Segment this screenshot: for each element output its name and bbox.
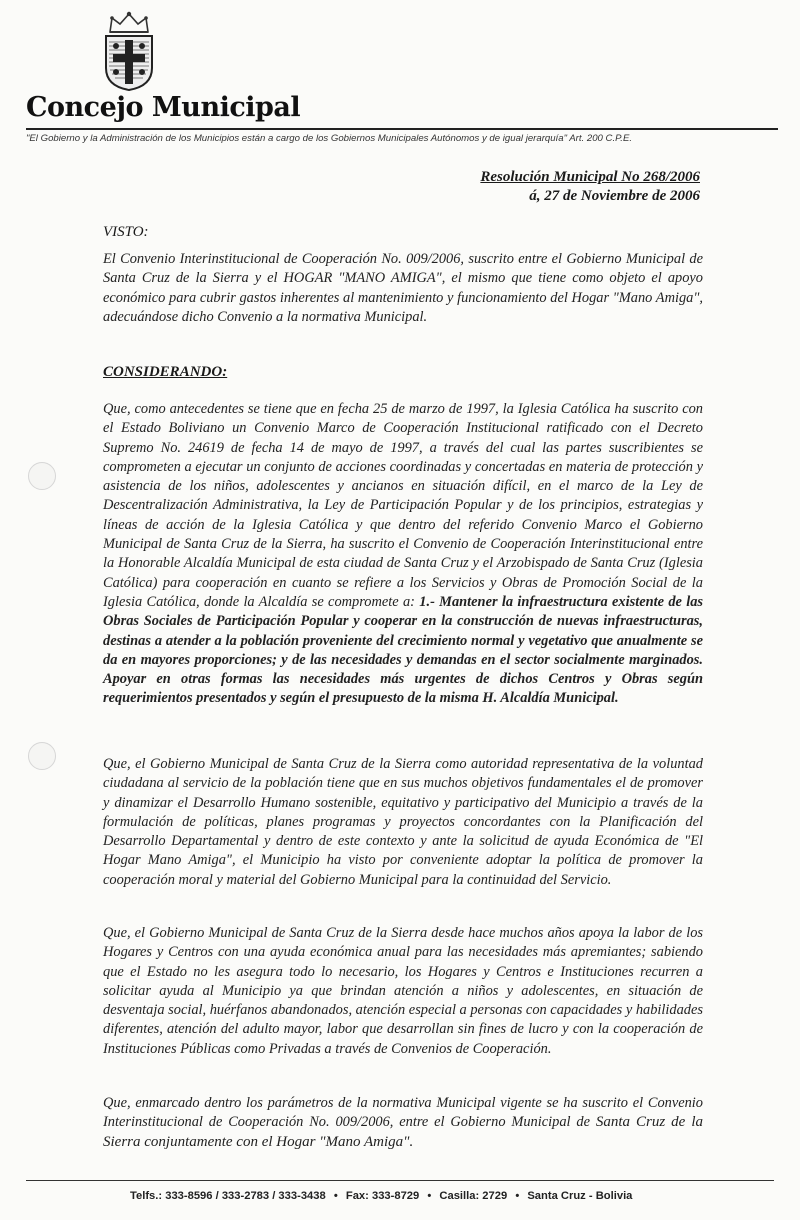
- considerando-paragraph-1: [103, 400, 703, 709]
- resolution-block: [480, 168, 700, 206]
- footer-separator: •: [333, 1190, 338, 1202]
- resolution-date: á, 27 de Noviembre de 2006: [529, 188, 700, 204]
- considerando-title: CONSIDERANDO:: [103, 364, 228, 380]
- footer-contact: [130, 1190, 632, 1202]
- footer-separator: •: [515, 1190, 520, 1202]
- visto-paragraph: El Convenio Interinstitucional de Cooperación No. 009/2006, suscrito entre el Gobierno Municipal de Santa Cruz de la Sierra y el HOGAR "MANO AMIGA", el mismo que tiene como objeto el apoyo económico para cubrir gastos inherentes al mantenimiento y funcionamiento del Hogar "Mano Amiga", adecuándose dicho Convenio a la normativa Municipal.: [103, 251, 703, 325]
- org-name: Concejo Municipal: [26, 92, 301, 123]
- punch-hole: [28, 462, 56, 490]
- considerando-paragraph-2: Que, el Gobierno Municipal de Santa Cruz de la Sierra como autoridad representativa de la voluntad ciudadana al servicio de la población tiene que en sus muchos objetivos fundamentales el de promover y dinamizar el Desarrollo Humano sostenible, equitativo y participativo del Municipio a través de la formulación de políticas, planes programas y proyectos concordantes con la Planificación del Desarrollo Departamental y dentro de este contexto y ante la solicitud de ayuda Económica de "El Hogar Mano Amiga", el Municipio ha visto por conveniente adoptar la política de promover la cooperación moral y material del Gobierno Municipal para la continuidad del Servicio.: [103, 756, 703, 888]
- paragraph-4-text: Que, enmarcado dentro los parámetros de la normativa Municipal vigente se ha suscrito el Convenio Interinstitucional de Cooperación No. 009/2006, entre el Gobierno Municipal de: [103, 1095, 703, 1131]
- visto-title: VISTO:: [103, 224, 149, 240]
- header-motto: "El Gobierno y la Administración de los Municipios están a cargo de los Gobiernos Municipales Autónomos y de igual jerarquía" Art. 200 C.P.E.: [26, 133, 633, 144]
- paragraph-4-closing-text: Santa Cruz de la Sierra conjuntamente con el Hogar "Mano Amiga".: [103, 1114, 703, 1150]
- footer-fax: Fax: 333-8729: [345, 1190, 420, 1202]
- resolution-number: Resolución Municipal No 268/2006: [480, 169, 700, 185]
- considerando-paragraph-3: Que, el Gobierno Municipal de Santa Cruz de la Sierra desde hace muchos años apoya la labor de los Hogares y Centros con una ayuda económica anual para las necesidades más apremiantes; sabiendo que el Estado no les asegura todo lo necesario, los Hogares y Centros e Instituciones recurren a solicitar ayuda al Municipio ya que brindan atención a niños y adolescentes, en situación de desventaja social, huérfanos abandonados, atención especial a personas con capacidades y habilidades diferentes, atención del adulto mayor, labor que desarrollan sin fines de lucro y con la cooperación de Instituciones Públicas como Privadas a través de Convenios de Cooperación.: [103, 925, 703, 1057]
- footer-rule: [26, 1180, 774, 1181]
- paragraph-1-text: Que, como antecedentes se tiene que en fecha 25 de marzo de 1997, la Iglesia Católica ha suscrito con el Estado Boliviano un Convenio Marco de Cooperación Institucional ratificado con el Decreto Supremo No. 24619 de fecha 14 de mayo de 1997, a través del cual las partes suscribientes se comprometen a ejecutar un conjunto de acciones coordinadas y concertadas en materia de protección y asistencia de los niños, adolescentes y ancianos en situación difícil, en el marco de la Ley de Descentralización Administrativa, la Ley de Participación Popular y de los principios, estrategias y líneas de acción de la Iglesia Católica y que dentro del referido Convenio Marco el Gobierno Municipal de Santa Cruz de la Sierra, ha suscrito el Convenio de Cooperación Interinstitucional entre la Honorable Alcaldía Municipal de esta ciudad de Santa Cruz y el Arzobispado de Santa Cruz (Iglesia Católica) para cooperación en cuanto se refiere a los Servicios y Obras de Promoción Social de la Iglesia Católica, donde la Alcaldía se compromete a:: [103, 401, 703, 610]
- considerando-paragraph-4: [103, 1094, 703, 1152]
- header-rule: [26, 128, 778, 130]
- paragraph-1-bold-text: 1.- Mantener la infraestructura existente de las Obras Sociales de Participación Popular y cooperar en la construcción de nuevas infraestructuras, destinas a atender a la población proveniente del crecimiento normal y vegetativo que anualmente se da en mayores proporciones; y de las necesidades y demandas en el sector socialmente marginados. Apoyar en otras formas las necesidades más urgentes de dichos Centros y Obras según requerimientos presentados y según el presupuesto de la misma H. Alcaldía Municipal.: [103, 593, 704, 707]
- footer-city: Santa Cruz - Bolivia: [527, 1190, 633, 1202]
- footer-casilla: Casilla: 2729: [439, 1190, 508, 1202]
- footer-separator: •: [427, 1190, 432, 1202]
- coat-of-arms-icon: [100, 10, 158, 92]
- footer-phones: Telfs.: 333-8596 / 333-2783 / 333-3438: [130, 1190, 326, 1202]
- punch-hole: [28, 742, 56, 770]
